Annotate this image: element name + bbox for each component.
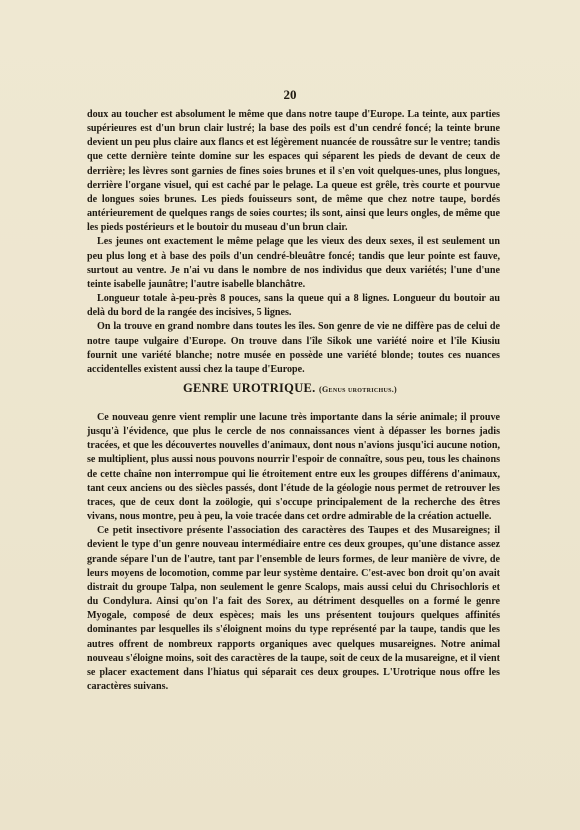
heading-subtitle: (Genus urotrichus.) (319, 385, 397, 394)
urotrique-genus-section (87, 411, 500, 694)
heading-title: GENRE UROTRIQUE. (183, 381, 316, 395)
paragraph: Les jeunes ont exactement le même pelage que les vieux des deux sexes, il est seulement un peu plus long et à base des poils d'un cendré-bleuâtre foncé; tandis que leur pointe est fauve, surtout au ventre. Je n'ai vu dans le nombre de nos individus que deux variétés; l'une d'une teinte isabelle jaunâtre; l'autre isabelle blanchâtre. (87, 236, 500, 290)
paragraph: On la trouve en grand nombre dans toutes les îles. Son genre de vie ne diffère pas de celui de notre taupe vulgaire d'Europe. On trouve dans l'île Sikok une variété noire et l'île Kiusiu fournit une variété blanche; notre musée en possède une variété blonde; toutes ces nuances accidentelles existent aussi chez la taupe d'Europe. (87, 321, 500, 375)
page-number: 20 (283, 87, 297, 102)
paragraph: Longueur totale à-peu-près 8 pouces, sans la queue qui a 8 lignes. Longueur du boutoir au delà du bord de la rangée des incisives, 5 lignes. (87, 293, 500, 319)
paragraph: Ce nouveau genre vient remplir une lacune très importante dans la série animale; il prouve jusqu'à l'évidence, que plus le cercle de nos connaissances vient à dépasser les bornes jadis tracées, et que les découvertes nouvelles d'animaux, dont nous n'avions jusqu'ici aucune notion, se multiplient, plus aussi nous pouvons nourrir l'espoir de connaître, sous peu, tous les chainons de cette chaîne non interrompue qui lie étroitement entre eux les groupes différens d'animaux, tant ceux anciens ou des siècles passés, dont l'étude de la géologie nous permet de retrouver les traces, que de ceux dont la zoölogie, qui s'occupe principalement de la recherche des êtres vivans, nous montre, peu à peu, la voie tracée dans cet ordre admirable de la création actuelle. (87, 412, 500, 523)
paragraph: doux au toucher est absolument le même que dans notre taupe d'Europe. La teinte, aux parties supérieures est d'un brun clair lustré; la base des poils est d'un cendré foncé; la teinte brune devient un peu plus claire aux flancs et est légèrement nuancée de roussâtre sur le ventre; tandis que cette dernière teinte domine sur les espaces qui séparent les pieds de devant de ceux de derrière; les lèvres sont garnies de fines soies brunes et il s'en voit quelques-unes, plus longues, derrière l'organe visuel, qui est caché par le pelage. La queue est grêle, très courte et pourvue de longues soies brunes. Les pieds fouisseurs sont, de même que chez notre taupe, bordés antérieurement de quelques rangs de soies courtes; ils sont, ainsi que leurs ongles, de même que les pieds postérieurs et le boutoir du museau d'un brun clair. (87, 109, 500, 234)
section-heading (0, 381, 580, 396)
paragraph: Ce petit insectivore présente l'association des caractères des Taupes et des Musareignes; il devient le type d'un genre nouveau intermédiaire entre ces deux groupes, qu'une distance assez grande sépare l'un de l'autre, tant par l'ensemble de leurs formes, de leur manière de vivre, de leurs moyens de locomotion, comme par leur système dentaire. C'est-avec bon droit qu'on avait distrait du groupe Talpa, non seulement le genre Scalops, mais aussi celui du Chrisochloris et du Condylura. Ainsi qu'on l'a fait des Sorex, au détriment desquelles on a formé le genre Myogale, composé de deux espèces; mais les uns présentent toujours quelques affinités dominantes par lesquelles ils s'éloignent moins du type représenté par la taupe, tandis que les autres offrent de nombreux rapports organiques avec quelques musareignes. Notre animal nouveau s'éloigne moins, soit des caractères de la taupe, soit de ceux de la musareigne, et il vient se placer exactement dans l'hiatus qui séparait ces deux groupes. L'Urotrique nous offre les caractères suivans. (87, 525, 500, 692)
taupe-description-section (87, 108, 500, 377)
